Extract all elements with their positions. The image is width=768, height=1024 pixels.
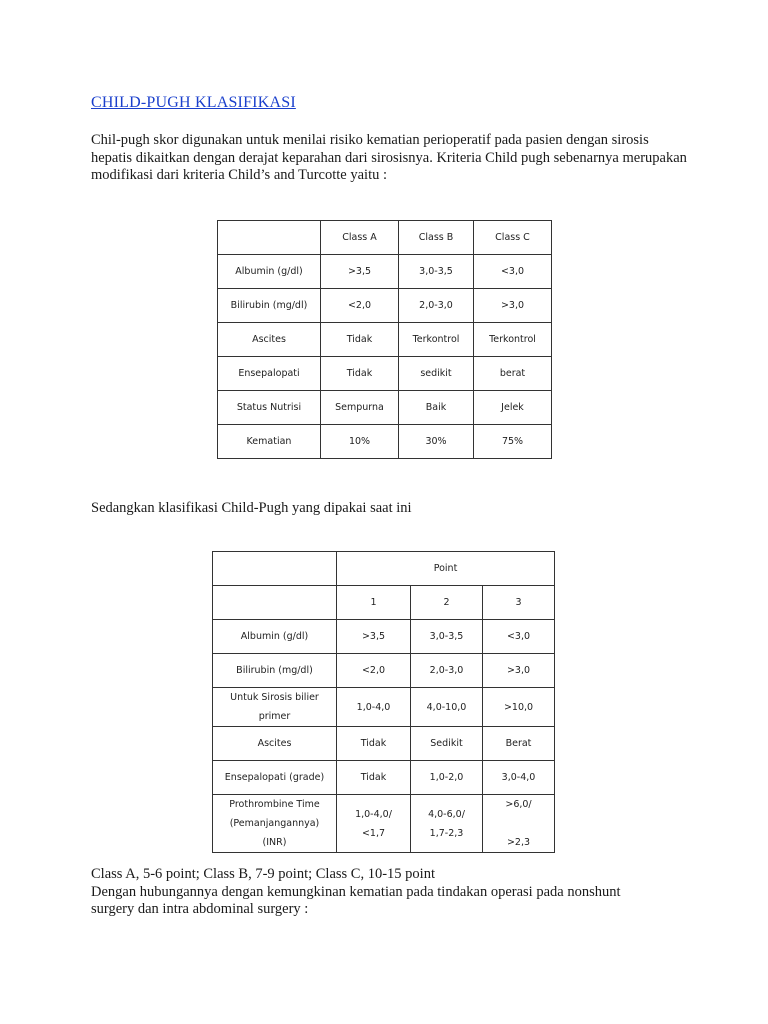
table-row	[218, 391, 552, 425]
classification-table-current	[212, 551, 555, 853]
table-row	[218, 323, 552, 357]
table-cell: berat	[474, 357, 552, 391]
table-cell: 3,0-3,5	[399, 255, 474, 289]
table-cell: Albumin (g/dl)	[218, 255, 321, 289]
intro-paragraph: Chil-pugh skor digunakan untuk menilai risiko kematian perioperatif pada pasien dengan sirosis hepatis dikaitkan dengan derajat keparahan dari sirosisnya. Kriteria Child pugh sebenarnya merupakan modifikasi dari kriteria Child’s and Turcotte yaitu :	[91, 132, 687, 183]
table-cell: 4,0-6,0/ 1,7-2,3	[411, 795, 483, 853]
table-cell: 3,0-3,5	[411, 620, 483, 654]
table-cell	[218, 221, 321, 255]
table-row	[218, 255, 552, 289]
table-cell: Tidak	[337, 761, 411, 795]
table-cell: Sedikit	[411, 727, 483, 761]
table-row	[218, 425, 552, 459]
table-cell: <3,0	[474, 255, 552, 289]
table-cell: <3,0	[483, 620, 555, 654]
table-cell: Bilirubin (mg/dl)	[218, 289, 321, 323]
table-cell: Kematian	[218, 425, 321, 459]
middle-paragraph: Sedangkan klasifikasi Child-Pugh yang dipakai saat ini	[91, 500, 412, 516]
table-cell: Tidak	[337, 727, 411, 761]
table-cell-empty	[213, 586, 337, 620]
table-cell: Jelek	[474, 391, 552, 425]
table-cell: Ensepalopati	[218, 357, 321, 391]
table-cell: >3,5	[337, 620, 411, 654]
table-cell: Untuk Sirosis bilier primer	[213, 688, 337, 727]
table-cell: 75%	[474, 425, 552, 459]
table-row	[213, 761, 555, 795]
table-cell: sedikit	[399, 357, 474, 391]
table-row	[213, 654, 555, 688]
table-cell: <2,0	[321, 289, 399, 323]
table-cell: >3,0	[474, 289, 552, 323]
table-cell: Bilirubin (mg/dl)	[213, 654, 337, 688]
point-header: Point	[337, 552, 555, 586]
table-cell: Ascites	[218, 323, 321, 357]
table-row	[213, 688, 555, 727]
table-header-row	[213, 586, 555, 620]
table-cell: Class B	[399, 221, 474, 255]
table-cell: 30%	[399, 425, 474, 459]
table-cell: 4,0-10,0	[411, 688, 483, 727]
table-header-row	[213, 552, 555, 586]
table-cell: Class C	[474, 221, 552, 255]
table-cell: Status Nutrisi	[218, 391, 321, 425]
table-cell: 10%	[321, 425, 399, 459]
table-header-row	[218, 221, 552, 255]
table-cell-empty	[213, 552, 337, 586]
table-row	[213, 795, 555, 853]
table-cell: Tidak	[321, 323, 399, 357]
table-cell: Ensepalopati (grade)	[213, 761, 337, 795]
table-cell: 1,0-4,0	[337, 688, 411, 727]
table-cell: Albumin (g/dl)	[213, 620, 337, 654]
table-cell: <2,0	[337, 654, 411, 688]
table-row	[213, 620, 555, 654]
table-cell: >10,0	[483, 688, 555, 727]
table-cell: 2,0-3,0	[399, 289, 474, 323]
classification-table-original	[217, 220, 552, 459]
table-row	[218, 357, 552, 391]
footer-paragraph: Class A, 5-6 point; Class B, 7-9 point; Class C, 10-15 point Dengan hubungannya dengan kemungkinan kematian pada tindakan operasi pada nonshunt surgery dan intra abdominal surgery :	[91, 866, 621, 917]
point-number: 3	[483, 586, 555, 620]
table-cell: Tidak	[321, 357, 399, 391]
table-cell: Prothrombine Time (Pemanjangannya) (INR)	[213, 795, 337, 853]
table-cell: >3,5	[321, 255, 399, 289]
table-cell: >3,0	[483, 654, 555, 688]
page-title[interactable]: CHILD-PUGH KLASIFIKASI	[91, 94, 296, 111]
table-cell: >6,0/ >2,3	[483, 795, 555, 853]
table-cell: Berat	[483, 727, 555, 761]
table-cell: Terkontrol	[399, 323, 474, 357]
table-cell: 1,0-4,0/ <1,7	[337, 795, 411, 853]
table-cell: Baik	[399, 391, 474, 425]
table-cell: Class A	[321, 221, 399, 255]
table-row	[218, 289, 552, 323]
point-number: 1	[337, 586, 411, 620]
table-row	[213, 727, 555, 761]
table-cell: Sempurna	[321, 391, 399, 425]
point-number: 2	[411, 586, 483, 620]
table-cell: 2,0-3,0	[411, 654, 483, 688]
table-cell: 3,0-4,0	[483, 761, 555, 795]
table-cell: Ascites	[213, 727, 337, 761]
table-cell: Terkontrol	[474, 323, 552, 357]
table-cell: 1,0-2,0	[411, 761, 483, 795]
